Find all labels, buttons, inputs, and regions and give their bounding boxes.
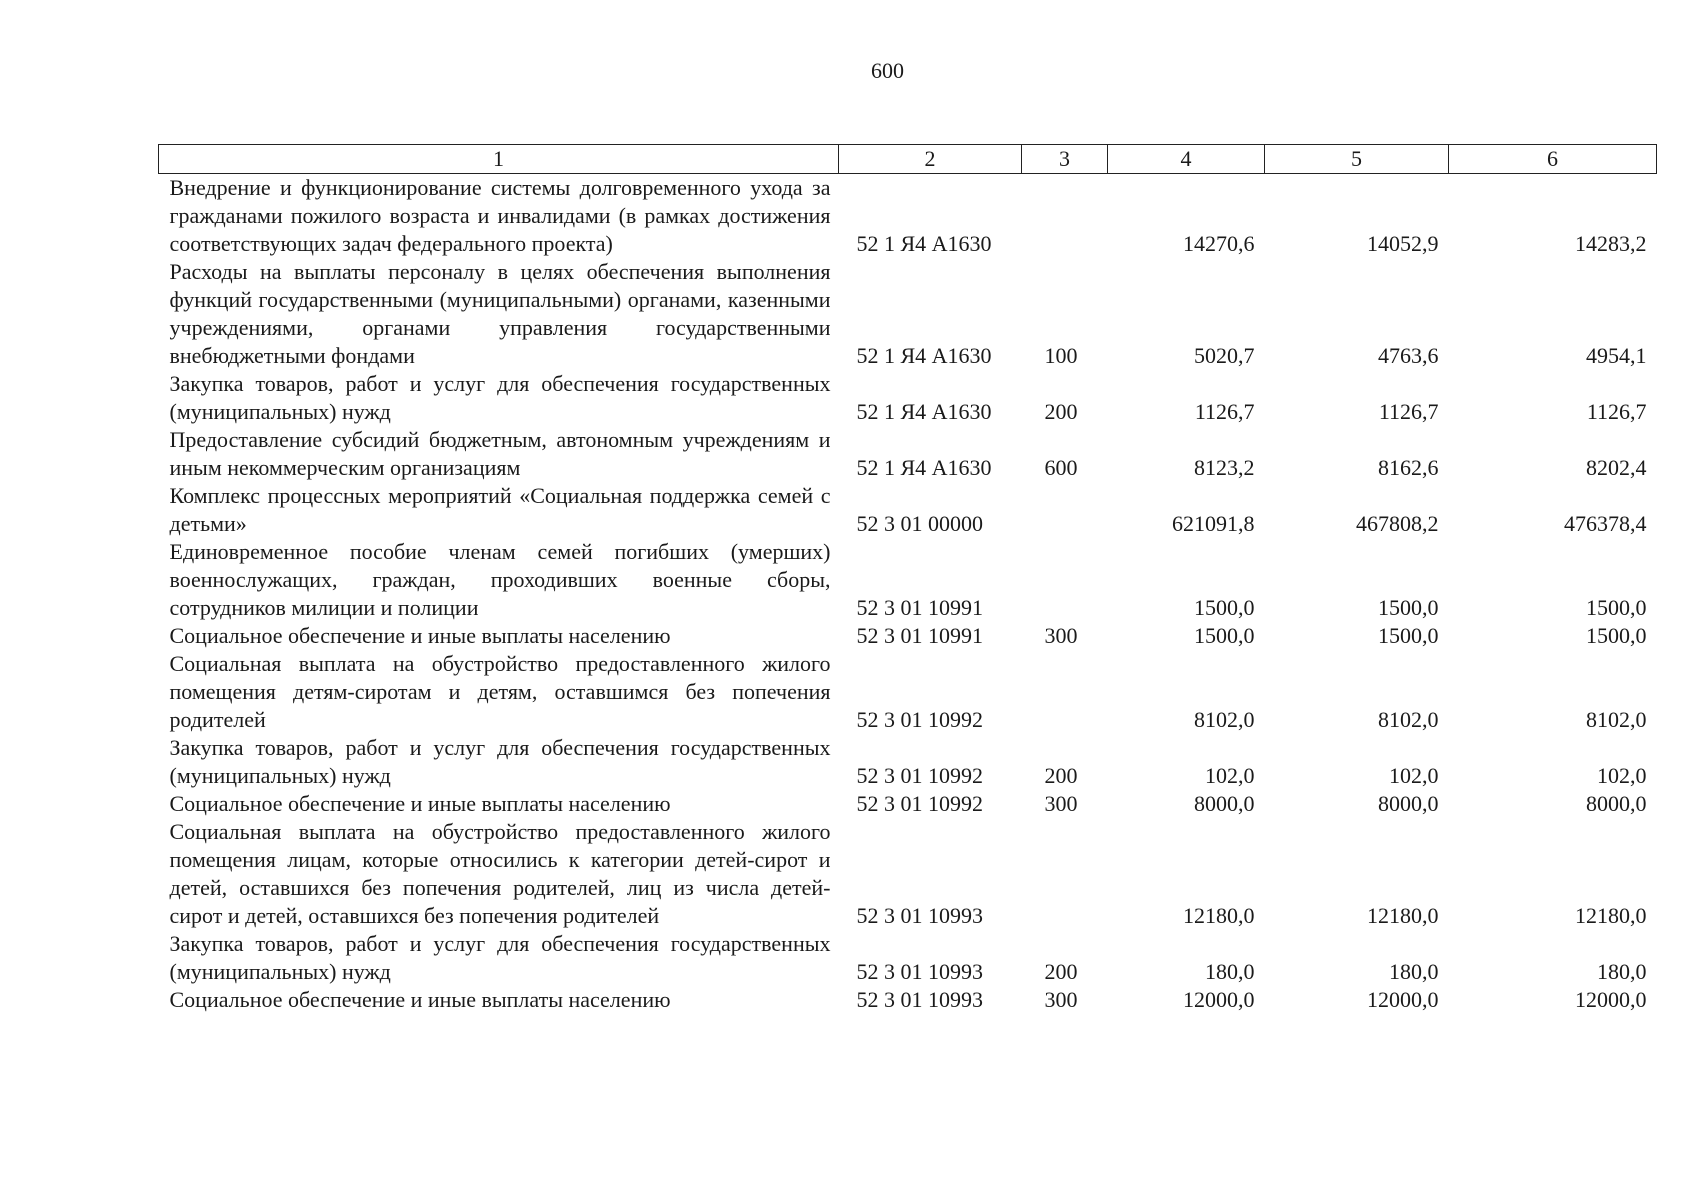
row-amount-1: 102,0	[1205, 763, 1255, 788]
row-amount-3: 180,0	[1597, 959, 1647, 984]
row-amount-1: 5020,7	[1194, 343, 1255, 368]
row-expense-type	[1022, 818, 1108, 930]
row-amount-2: 14052,9	[1367, 231, 1439, 256]
table-header	[159, 145, 1657, 174]
row-amount-2: 467808,2	[1356, 511, 1439, 536]
table-row	[159, 482, 1657, 538]
row-target-code: 52 1 Я4 А1630	[856, 343, 992, 368]
row-amount-2: 12000,0	[1367, 987, 1439, 1012]
row-amount-2: 180,0	[1389, 959, 1439, 984]
row-amount-3: 1500,0	[1586, 623, 1647, 648]
table-row	[159, 258, 1657, 370]
row-amount-2: 8000,0	[1378, 791, 1439, 816]
row-amount-1: 1126,7	[1194, 399, 1255, 424]
row-expense-type: 300	[1044, 987, 1078, 1012]
row-target-code: 52 3 01 00000	[856, 511, 983, 536]
row-target-code: 52 3 01 10993	[856, 959, 983, 984]
row-name: Внедрение и функционирование системы долговременного ухода за гражданами пожилого возраста и инвалидами (в рамках достижения соответствующих задач федерального проекта)	[169, 175, 831, 256]
table-row	[159, 734, 1657, 790]
row-expense-type	[1022, 174, 1108, 259]
row-amount-3: 12000,0	[1575, 987, 1647, 1012]
row-amount-3: 8202,4	[1586, 455, 1647, 480]
row-name: Социальная выплата на обустройство предоставленного жилого помещения детям-сиротам и детям, оставшимся без попечения родителей	[169, 651, 831, 732]
row-expense-type	[1022, 538, 1108, 622]
row-amount-2: 8102,0	[1378, 707, 1439, 732]
table-row	[159, 174, 1657, 259]
row-target-code: 52 3 01 10991	[856, 623, 983, 648]
row-amount-2: 12180,0	[1367, 903, 1439, 928]
row-expense-type	[1022, 650, 1108, 734]
row-name: Предоставление субсидий бюджетным, автономным учреждениям и иным некоммерческим организациям	[169, 427, 831, 480]
row-target-code: 52 3 01 10992	[856, 763, 983, 788]
row-name: Единовременное пособие членам семей погибших (умерших) военнослужащих, граждан, проходивших военные сборы, сотрудников милиции и полиции	[169, 539, 831, 620]
row-target-code: 52 3 01 10991	[856, 595, 983, 620]
row-amount-2: 8162,6	[1378, 455, 1439, 480]
row-amount-3: 476378,4	[1564, 511, 1647, 536]
row-expense-type: 300	[1044, 623, 1078, 648]
table-row	[159, 426, 1657, 482]
row-expense-type: 300	[1044, 791, 1078, 816]
row-expense-type: 600	[1044, 455, 1078, 480]
row-name: Социальная выплата на обустройство предоставленного жилого помещения лицам, которые относились к категории детей-сирот и детей, оставшихся без попечения родителей, лиц из числа детей-сирот и детей, оставшихся без попечения родителей	[169, 819, 831, 928]
row-name: Социальное обеспечение и иные выплаты населению	[169, 791, 671, 816]
row-name: Социальное обеспечение и иные выплаты населению	[169, 623, 671, 648]
row-amount-3: 1126,7	[1586, 399, 1647, 424]
row-expense-type: 100	[1044, 343, 1078, 368]
table-row	[159, 930, 1657, 986]
row-target-code: 52 3 01 10992	[856, 791, 983, 816]
table-row	[159, 790, 1657, 818]
row-amount-1: 1500,0	[1194, 623, 1255, 648]
header-row	[159, 145, 1657, 174]
table-body	[159, 174, 1657, 1015]
row-amount-3: 8000,0	[1586, 791, 1647, 816]
table-row	[159, 370, 1657, 426]
table-row	[159, 622, 1657, 650]
row-amount-2: 102,0	[1389, 763, 1439, 788]
row-amount-3: 102,0	[1597, 763, 1647, 788]
table-row	[159, 986, 1657, 1014]
row-amount-3: 12180,0	[1575, 903, 1647, 928]
row-target-code: 52 3 01 10993	[856, 903, 983, 928]
row-name: Социальное обеспечение и иные выплаты населению	[169, 987, 671, 1012]
row-amount-3: 1500,0	[1586, 595, 1647, 620]
row-amount-3: 14283,2	[1575, 231, 1647, 256]
row-amount-1: 180,0	[1205, 959, 1255, 984]
header-cell-year-3: 6	[1449, 145, 1657, 174]
budget-table	[158, 144, 1657, 1014]
row-target-code: 52 1 Я4 А1630	[856, 399, 992, 424]
row-amount-3: 8102,0	[1586, 707, 1647, 732]
table-row	[159, 818, 1657, 930]
row-amount-3: 4954,1	[1586, 343, 1647, 368]
row-expense-type: 200	[1044, 399, 1078, 424]
page-number: 600	[871, 58, 904, 83]
row-amount-1: 621091,8	[1172, 511, 1255, 536]
row-name: Расходы на выплаты персоналу в целях обеспечения выполнения функций государственными (муниципальными) органами, казенными учреждениями, органами управления государственными внебюджетными фондами	[169, 259, 831, 368]
row-expense-type: 200	[1044, 959, 1078, 984]
table-row	[159, 650, 1657, 734]
row-expense-type	[1022, 482, 1108, 538]
row-amount-1: 8123,2	[1194, 455, 1255, 480]
row-amount-2: 1500,0	[1378, 623, 1439, 648]
row-amount-2: 4763,6	[1378, 343, 1439, 368]
row-name: Закупка товаров, работ и услуг для обеспечения государственных (муниципальных) нужд	[169, 735, 831, 788]
row-amount-1: 8102,0	[1194, 707, 1255, 732]
header-cell-year-2: 5	[1265, 145, 1449, 174]
table-row	[159, 538, 1657, 622]
row-amount-1: 14270,6	[1183, 231, 1255, 256]
row-target-code: 52 1 Я4 А1630	[856, 455, 992, 480]
row-amount-1: 8000,0	[1194, 791, 1255, 816]
row-amount-1: 12000,0	[1183, 987, 1255, 1012]
row-target-code: 52 3 01 10992	[856, 707, 983, 732]
header-cell-year-1: 4	[1108, 145, 1265, 174]
row-name: Закупка товаров, работ и услуг для обеспечения государственных (муниципальных) нужд	[169, 371, 831, 424]
row-expense-type: 200	[1044, 763, 1078, 788]
header-cell-expense-type: 3	[1022, 145, 1108, 174]
row-amount-2: 1500,0	[1378, 595, 1439, 620]
row-name: Комплекс процессных мероприятий «Социальная поддержка семей с детьми»	[169, 483, 831, 536]
row-amount-1: 12180,0	[1183, 903, 1255, 928]
header-cell-code: 2	[839, 145, 1022, 174]
row-target-code: 52 1 Я4 А1630	[856, 231, 992, 256]
row-target-code: 52 3 01 10993	[856, 987, 983, 1012]
row-amount-2: 1126,7	[1378, 399, 1439, 424]
row-amount-1: 1500,0	[1194, 595, 1255, 620]
row-name: Закупка товаров, работ и услуг для обеспечения государственных (муниципальных) нужд	[169, 931, 831, 984]
header-cell-name: 1	[159, 145, 839, 174]
